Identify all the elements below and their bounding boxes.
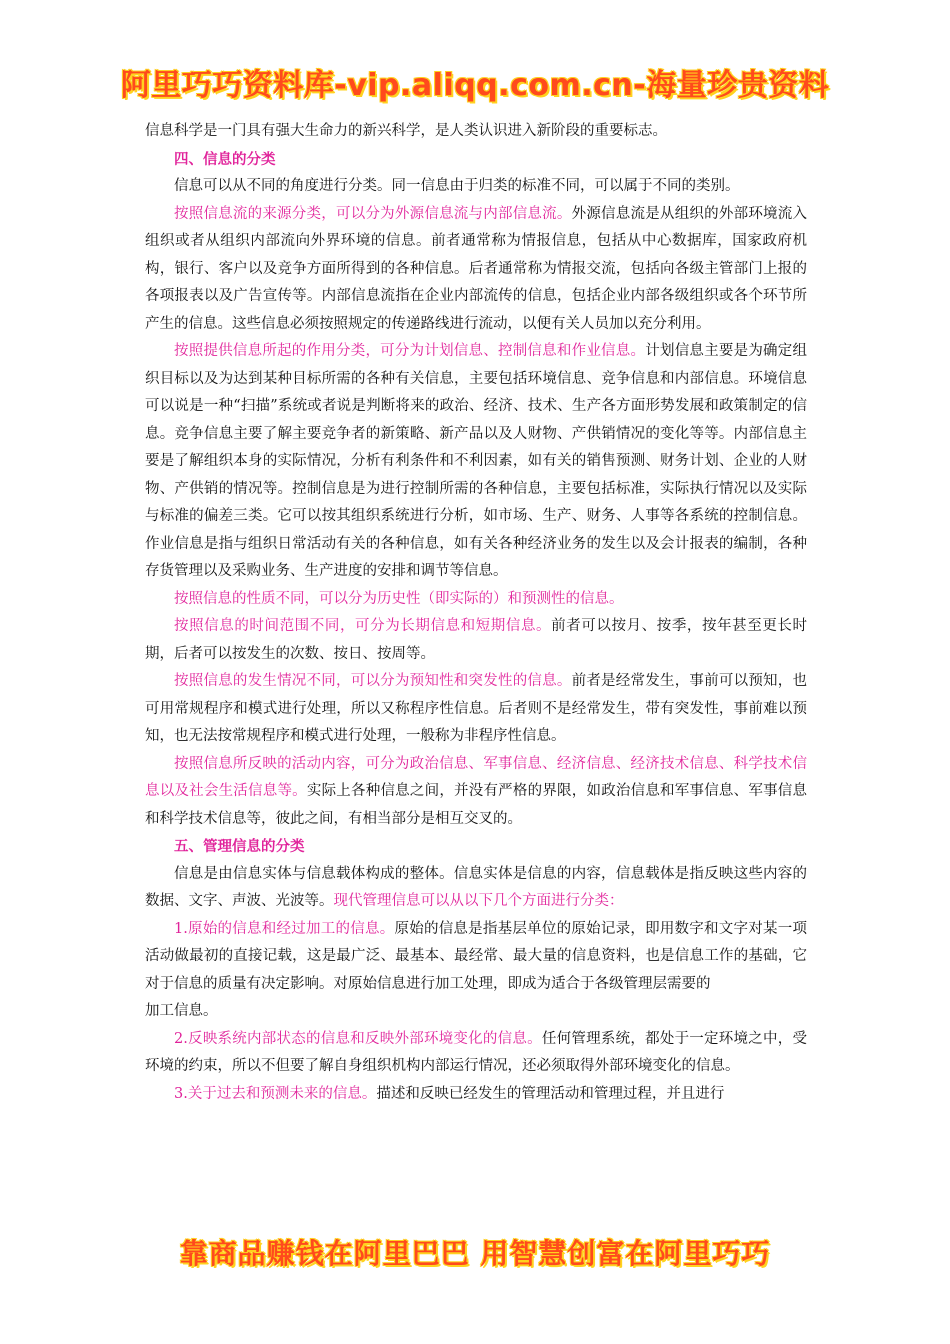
highlighted-text: 按照信息所反映的活动内容，可分为政治信息、军事信息、经济信息、经济技术信息、科学技术信息以及社会生活信息等。 xyxy=(145,755,807,799)
highlighted-text: 按照信息的发生情况不同，可以分为预知性和突发性的信息。 xyxy=(174,673,572,689)
paragraph-text: 计划信息主要是为确定组织目标以及为达到某种目标所需的各种有关信息，主要包括环境信息、竞争信息和内部信息。环境信息可以说是一种“扫描”系统或者说是判断将来的政治、经济、技术、生产各方面形势发展和政策制定的信息。竞争信息主要了解主要竞争者的新策略、新产品以及人财物、产供销情况的变化等等。内部信息主要是了解组织本身的实际情况，分析有利条件和不利因素，如有关的销售预测、财务计划、企业的人财物、产供销的情况等。控制信息是为进行控制所需的各种信息，主要包括标准，实际执行情况以及实际与标准的偏差三类。它可以按其组织系统进行分析，如市场、生产、财务、人事等各系统的控制信息。作业信息是指与组织日常活动有关的各种信息，如有关各种经济业务的发生以及会计报表的编制，各种存货管理以及采购业务、生产进度的安排和调节等信息。 xyxy=(145,343,808,579)
highlighted-text: 按照信息的时间范围不同，可分为长期信息和短期信息。 xyxy=(174,618,552,634)
paragraph-text: 前者是经常发生，事前可以预知，也可用常规程序和模式进行处理，所以又称程序性信息。后者则不是经常发生，带有突发性，事前难以预知，也无法按常规程序和模式进行处理，一般称为非程序性信息。 xyxy=(145,673,808,744)
paragraph xyxy=(145,1081,807,1109)
paragraph-text: 外源信息流是从组织的外部环境流入组织或者从组织内部流向外界环境的信息。前者通常称为情报信息，包括从中心数据库，国家政府机构，银行、客户以及竞争方面所得到的各种信息。后者通常称为情报交流，包括向各级主管部门上报的各项报表以及广告宣传等。内部信息流指在企业内部流传的信息，包括企业内部各级组织或各个环节所产生的信息。这些信息必须按照规定的传递路线进行流动，以便有关人员加以充分利用。 xyxy=(145,205,808,332)
paragraph xyxy=(145,1026,807,1081)
paragraph xyxy=(145,998,807,1026)
highlighted-text: 现代管理信息可以从以下几个方面进行分类： xyxy=(333,893,624,909)
paragraph-text: 实际上各种信息之间，并没有严格的界限，如政治信息和军事信息、军事信息和科学技术信息等，彼此之间，有相当部分是相互交叉的。 xyxy=(145,783,807,827)
paragraph xyxy=(145,751,807,834)
paragraph xyxy=(145,861,807,916)
highlighted-text: 3.关于过去和预测未来的信息。 xyxy=(174,1085,377,1102)
highlighted-text: 2.反映系统内部状态的信息和反映外部环境变化的信息。 xyxy=(174,1030,542,1047)
paragraph-text: 任何管理系统，都处于一定环境之中，受环境的约束，所以不但要了解自身组织机构内部运行情况，还必须取得外部环境变化的信息。 xyxy=(145,1030,808,1074)
highlighted-text: 按照信息的性质不同，可以分为历史性（即实际的）和预测性的信息。 xyxy=(174,590,624,607)
paragraph xyxy=(145,201,807,339)
paragraph xyxy=(145,668,807,751)
paragraph xyxy=(145,338,807,586)
paragraph xyxy=(145,916,807,999)
section-heading: 四、信息的分类 xyxy=(174,150,276,168)
highlighted-text: 按照提供信息所起的作用分类，可分为计划信息、控制信息和作业信息。 xyxy=(174,343,646,359)
section-heading: 五、管理信息的分类 xyxy=(174,838,305,855)
paragraph-text: 前者可以按月、按季，按年甚至更长时期，后者可以按发生的次数、按日、按周等。 xyxy=(145,618,808,662)
paragraph-text: 加工信息。 xyxy=(145,1003,218,1019)
paragraph xyxy=(145,173,807,201)
footer-banner: 靠商品赚钱在阿里巴巴 用智慧创富在阿里巧巧 xyxy=(179,1237,771,1270)
paragraph xyxy=(145,118,807,146)
paragraph-text: 描述和反映已经发生的管理活动和管理过程，并且进行 xyxy=(376,1085,725,1102)
paragraph xyxy=(145,613,807,668)
paragraph-text: 原始的信息是指基层单位的原始记录，即用数字和文字对某一项活动做最初的直接记载，这是最广泛、最基本、最经常、最大量的信息资料，也是信息工作的基础，它对于信息的质量有决定影响。对原始信息进行加工处理，即成为适合于各级管理层需要的 xyxy=(145,920,807,992)
highlighted-text: 1.原始的信息和经过加工的信息。 xyxy=(174,920,395,937)
document-body xyxy=(145,118,807,1108)
highlighted-text: 按照信息流的来源分类，可以分为外源信息流与内部信息流。 xyxy=(174,205,572,222)
paragraph-text: 信息可以从不同的角度进行分类。同一信息由于归类的标准不同，可以属于不同的类别。 xyxy=(174,178,740,194)
paragraph-text: 信息科学是一门具有强大生命力的新兴科学，是人类认识进入新阶段的重要标志。 xyxy=(145,123,667,139)
paragraph-text: 信息是由信息实体与信息载体构成的整体。信息实体是信息的内容，信息载体是指反映这些内容的数据、文字、声波、光波等。 xyxy=(145,865,807,909)
header-banner: 阿里巧巧资料库-vip.aliqq.com.cn-海量珍贵资料 xyxy=(120,68,830,103)
paragraph xyxy=(145,586,807,614)
